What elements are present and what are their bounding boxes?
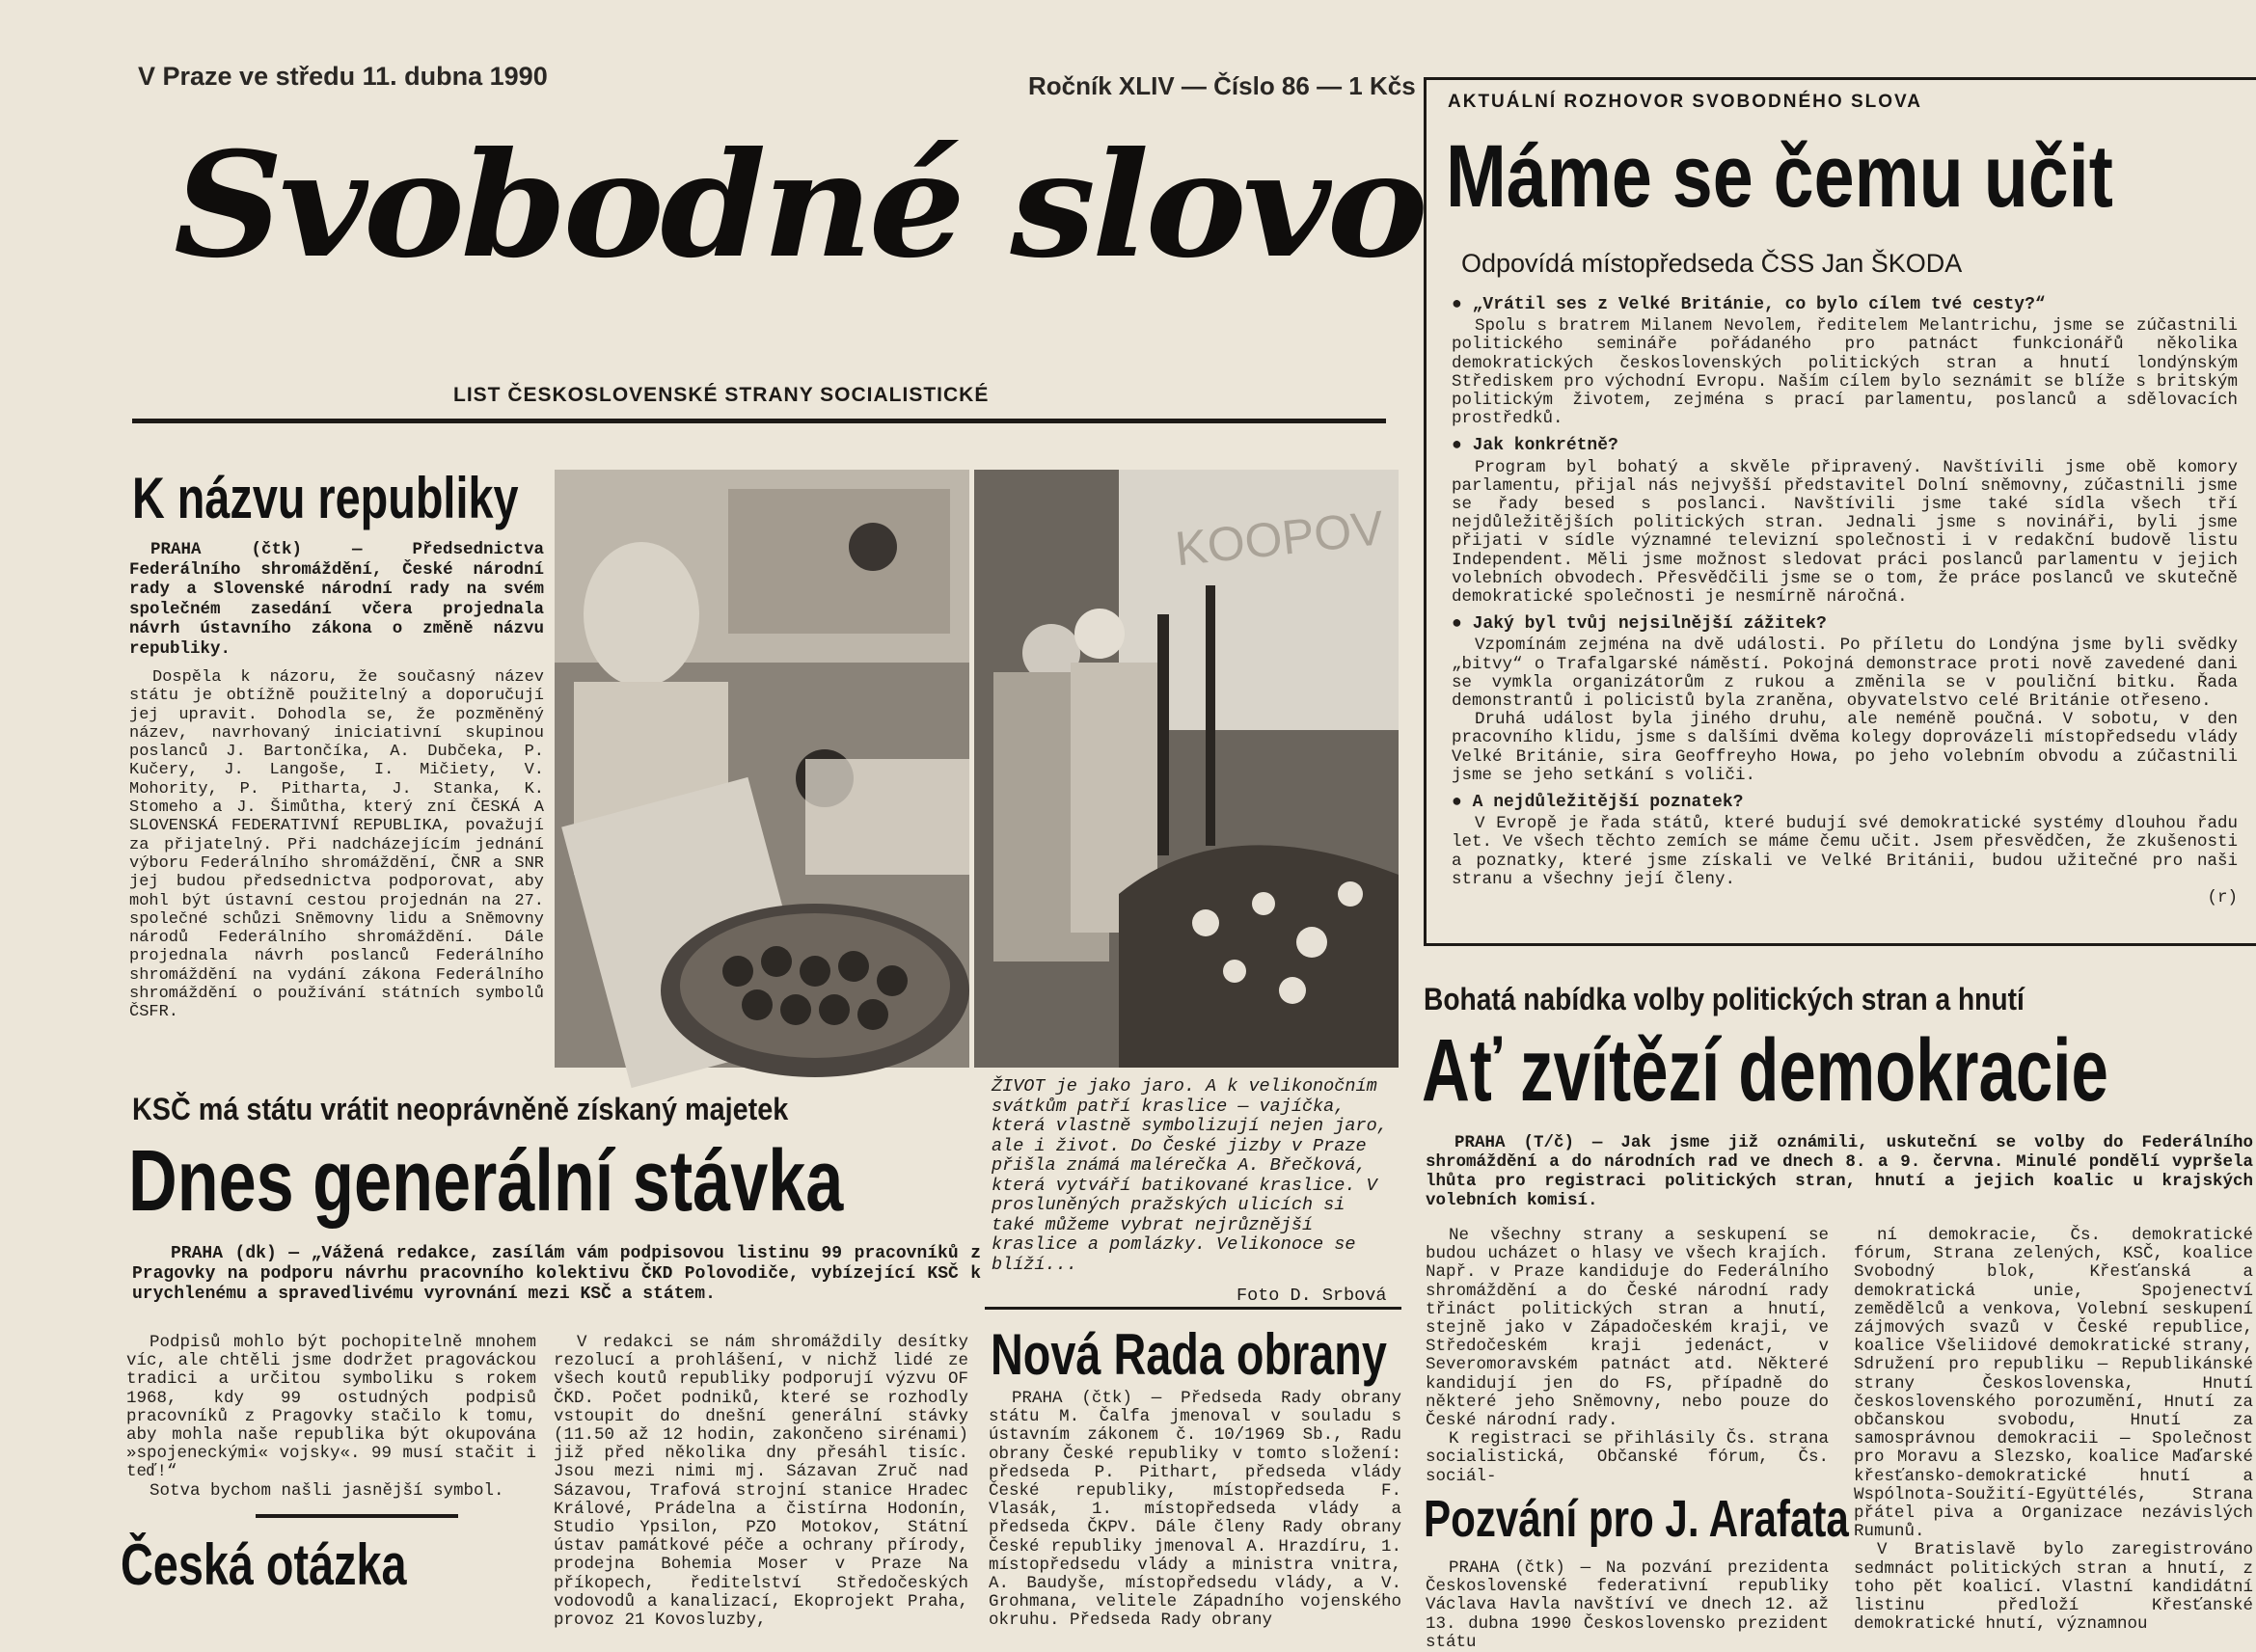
answer-3b: Druhá událost byla jiného druhu, ale neméně poučná. V sobotu, v den pracovního klidu, jsme s dalšími dvěma kolegy doprovázeli místopředsedu vlády Velké Británie, sira Geoffreyho Howa, po jeho volebním obvodu a zúčastnili jsme se jeho setkání s voliči.: [1452, 710, 2238, 785]
rada-title: Nová Rada obrany: [991, 1322, 1387, 1387]
interview-body: [1452, 287, 2238, 907]
democracy-kicker: Bohatá nabídka volby politických stran a hnutí: [1424, 982, 2025, 1016]
strike-lead: PRAHA (dk) — „Vážená redakce, zasílám vám podpisovou listinu 99 pracovníků z Pragovky na podporu návrhu pracovního kolektivu ČKD Polovodiče, vybízející KSČ k urychlenému a spravedlivému vyrovnání mezi KSČ a státem.: [132, 1244, 981, 1304]
democracy-lead: PRAHA (T/č) — Jak jsme již oznámili, uskuteční se volby do Federálního shromáždění a do národních rad ve dnech 8. a 9. června. Minulé pondělí vypršela lhůta pro registraci politických stran, hnutí a jejich koalic u krajských volebních komisí.: [1426, 1133, 2253, 1210]
masthead-logo: Svobodné slovo: [174, 121, 1425, 290]
issue-line: Ročník XLIV — Číslo 86 — 1 Kčs: [1028, 71, 1416, 100]
interview-sign: (r): [2207, 888, 2238, 908]
strike-col-1: Podpisů mohlo být pochopitelně mnohem víc, ale chtěli jsme dodržet pragováckou tradici a určitou symboliku s rokem 1968, kdy 99 ostudných podpisů pracovníků z Pragovky stačilo k tomu, aby mohla naše republika být okupována »spojeneckými« vojsky«. 99 musí stačit i teď!“ Sotva bychom našli jasnější symbol.: [126, 1333, 536, 1501]
interview-subtitle: Odpovídá místopředseda ČSS Jan ŠKODA: [1461, 249, 1963, 278]
photo-caption: ŽIVOT je jako jaro. A k velikonočním svátkům patří kraslice — vajíčka, která vlastně symbolizují nejen jaro, ale i život. Do České jizby v Praze přišla známá malérečka A. Břečková, která vytváří batikované kraslice. V prosluněných pražských ulicích si také můžeme vybrat nejrůznější kraslice a pomlázky. Velikonoce se blíží...: [992, 1076, 1388, 1275]
strike-divider: [256, 1514, 458, 1518]
democracy-col-2: ní demokracie, Čs. demokratické fórum, Strana zelených, KSČ, koalice Svobodný blok, Křesťanská a demokratická unie, Spojenectví zemědělců a venkova, Volební seskupení zájmových svazů v České republice, koalice Všeliidové demokratické strany, Sdružení pro republiku — Republikánské strany Československa, Hnutí československého porozumění, Hnutí za občanskou svobodu, Hnutí za samosprávnou demokracii — Společnost pro Moravu a Slezsko, koalice Maďarské křesťansko-demokratické hnutí a Wspólnota-Soužití-Együttélés, Strana přátel piva a Organizace nezávislých Rumunů. V Bratislavě bylo zaregistrováno sedmnáct politických stran a hnutí, z toho pět koalicí. Vlastní kandidátní listinu předloží Křesťanské demokratické hnutí, významnou: [1854, 1226, 2253, 1635]
answer-1: Spolu s bratrem Milanem Nevolem, ředitelem Melantrichu, jsme se zúčastnili politického semináře pořádaného pro patnáct funkcionářů několika demokratických československých politických stran a hnutí londýnským Střediskem pro východní Evropu. Naším cílem bylo seznámit se blíže s britským politickým životem, zejména s prací parlamentu, poslanců a sdělovacích prostředků.: [1452, 316, 2238, 429]
tagline: LIST ČESKOSLOVENSKÉ STRANY SOCIALISTICKÉ: [453, 384, 990, 406]
republic-lead: PRAHA (čtk) — Předsednictva Federálního shromáždění, České národní rady a Slovenské národní rady na svém společném zasedání včera projednala návrh ústavního zákona o změně názvu republiky.: [129, 540, 544, 659]
question-4: ● A nejdůležitější poznatek?: [1452, 793, 1744, 813]
photo-credit: Foto D. Srbová: [1237, 1286, 1387, 1306]
question-1: ● „Vrátil ses z Velké Británie, co bylo cílem tvé cesty?“: [1452, 295, 2046, 314]
arafat-body: PRAHA (čtk) — Na pozvání prezidenta Československé federativní republiky Václava Havla navštíví ve dnech 12. až 13. dubna 1990 Československo prezident státu: [1426, 1558, 1829, 1652]
strike-kicker: KSČ má státu vrátit neoprávněně získaný majetek: [132, 1092, 789, 1126]
question-3: ● Jaký byl tvůj nejsilnější zážitek?: [1452, 614, 1827, 635]
masthead-rule: [132, 419, 1386, 423]
answer-3a: Vzpomínám zejména na dvě události. Po příletu do Londýna jsme byli svědky „bitvy“ o Trafalgarské náměstí. Pokojná demonstrace proti nově zavedené dani se vymkla organizátorům z rukou a změnila se v pouliční bitku. Řada demonstrantů i policistů byla zraněna, obyvatelstvo celé Británie otřeseno.: [1452, 636, 2238, 712]
easter-eggs-photo: [555, 470, 969, 1068]
market-photo: [974, 470, 1399, 1068]
interview-kicker: AKTUÁLNÍ ROZHOVOR SVOBODNÉHO SLOVA: [1448, 92, 1922, 112]
interview-box: [1424, 77, 2256, 946]
republic-title: K názvu republiky: [132, 466, 519, 530]
answer-2: Program byl bohatý a skvěle připravený. Navštívili jsme obě komory parlamentu, přijal nás nejvyšší představitel Dolní sněmovny, zúčastnili jsme se řady besed s poslanci. Navštívili jsme také sídla všech tří nejdůležitějších politických stran. Jednali jsme s novináři, byli jsme přijati v sídle významné televizní společnosti i v redakční budově listu Independent. Měli jsme možnost sledovat práci poslanců parlamentu v jejich volebních obvodech. Přesvědčili jsme se o tom, že práce poslanců ve skutečně demokratické společnosti je nesmírně náročná.: [1452, 457, 2238, 608]
republic-article: [129, 540, 544, 1022]
republic-body: Dospěla k názoru, že současný název státu je obtížně použitelný a doporučují jej upravit. Dohodla se, že pozměněný název, navrhovaný iniciativní skupinou poslanců J. Bartončíka, A. Dubčeka, P. Kučery, J. Langoše, I. Mičiety, V. Mohority, P. Pitharta, J. Stanka, K. Stomeho a J. Šimůtha, který zní ČESKÁ A SLOVENSKÁ FEDERATIVNÍ REPUBLIKA, považují za přijatelný. Při nadcházejícím jednání výboru Federálního shromáždění, ČNR a SNR jej budou předsednictva podporovat, aby mohl být ústavní cestou projednán na 27. společné schůzi Sněmovny lidu a Sněmovny národů Federálního shromáždění. Dále projednala návrh poslanců Federálního shromáždění na vydání zákona Federálního shromáždění o používání státních symbolů ČSFR.: [129, 668, 544, 1022]
ceska-title: Česká otázka: [121, 1532, 407, 1597]
strike-col-2: V redakci se nám shromáždily desítky rezolucí a prohlášení, v nichž lidé ze všech koutů republiky podporují výzvu OF ČKD. Počet podniků, které se rozhodly vstoupit do dnešní generální stávky (11.50 až 12 hodin, zakončeno sirénami) již před několika dny přesáhl tisíc. Jsou mezi nimi mj. Sázavan Zruč nad Sázavou, Trafová strojní stanice Hradec Králové, Prádelna a čistírna Hodonín, Studio Ypsilon, PZO Motokov, Státní ústav památkové péče a ochrany přírody, prodejna Bohemia Moser v Praze Na příkopech, ředitelství Středočeských vodovodů a kanalizací, Ekoprojekt Praha, provoz 21 Kovosluzby,: [554, 1333, 968, 1631]
strike-title: Dnes generální stávka: [128, 1133, 844, 1230]
rada-rule: [985, 1307, 1401, 1310]
market-photo-drawing: [974, 470, 1399, 1068]
democracy-col-1: Ne všechny strany a seskupení se budou ucházet o hlasy ve všech krajích. Např. v Praze kandiduje do Federálního shromáždění a do České národní rady třináct politických stran a hnutí, stejně jako v Západočeském kraji, ve Středočeském kraji jedenáct, v Severomoravském patnáct atd. Některé kandidují jen do FS, případně do některé jeho Sněmovny, nebo pouze do České národní rady. K registraci se přihlásily Čs. strana socialistická, Občanské fórum, Čs. sociál-: [1426, 1226, 1829, 1486]
easter-eggs-photo-drawing: [555, 470, 969, 1068]
svg-text:KOOPOV: KOOPOV: [1172, 500, 1387, 577]
arafat-title: Pozvání pro J. Arafata: [1424, 1490, 1849, 1548]
rada-body: PRAHA (čtk) — Předseda Rady obrany státu M. Čalfa jmenoval v souladu s ústavním zákonem č. 10/1969 Sb., Radu obrany České republiky v tomto složení: předseda P. Pithart, předseda vlády České republiky, místopředseda F. Vlasák, 1. místopředseda vlády a předseda ČKPV. Dále členy Rady obrany České republiky jmenoval A. Hrazdíru, 1. místopředsedu vlády a ministra vnitra, A. Baudyše, místopředsedu vlády, a V. Grohmana, velitele Západního vojenského okruhu. Předseda Rady obrany: [989, 1389, 1401, 1631]
answer-4: V Evropě je řada států, které budují své demokratické systémy dlouhou řadu let. Ve všech těchto zemích se máme čemu učit. Jsem přesvědčen, že zkušenosti a poznatky, které jsme získali ve Velké Británii, budou užitečné pro naši stranu a všechny její členy.: [1452, 814, 2238, 889]
question-2: ● Jak konkrétně?: [1452, 436, 1618, 456]
interview-title: Máme se čemu učit: [1446, 127, 2113, 226]
democracy-title: Ať zvítězí demokracie: [1422, 1021, 2108, 1120]
date-line: V Praze ve středu 11. dubna 1990: [138, 62, 548, 91]
